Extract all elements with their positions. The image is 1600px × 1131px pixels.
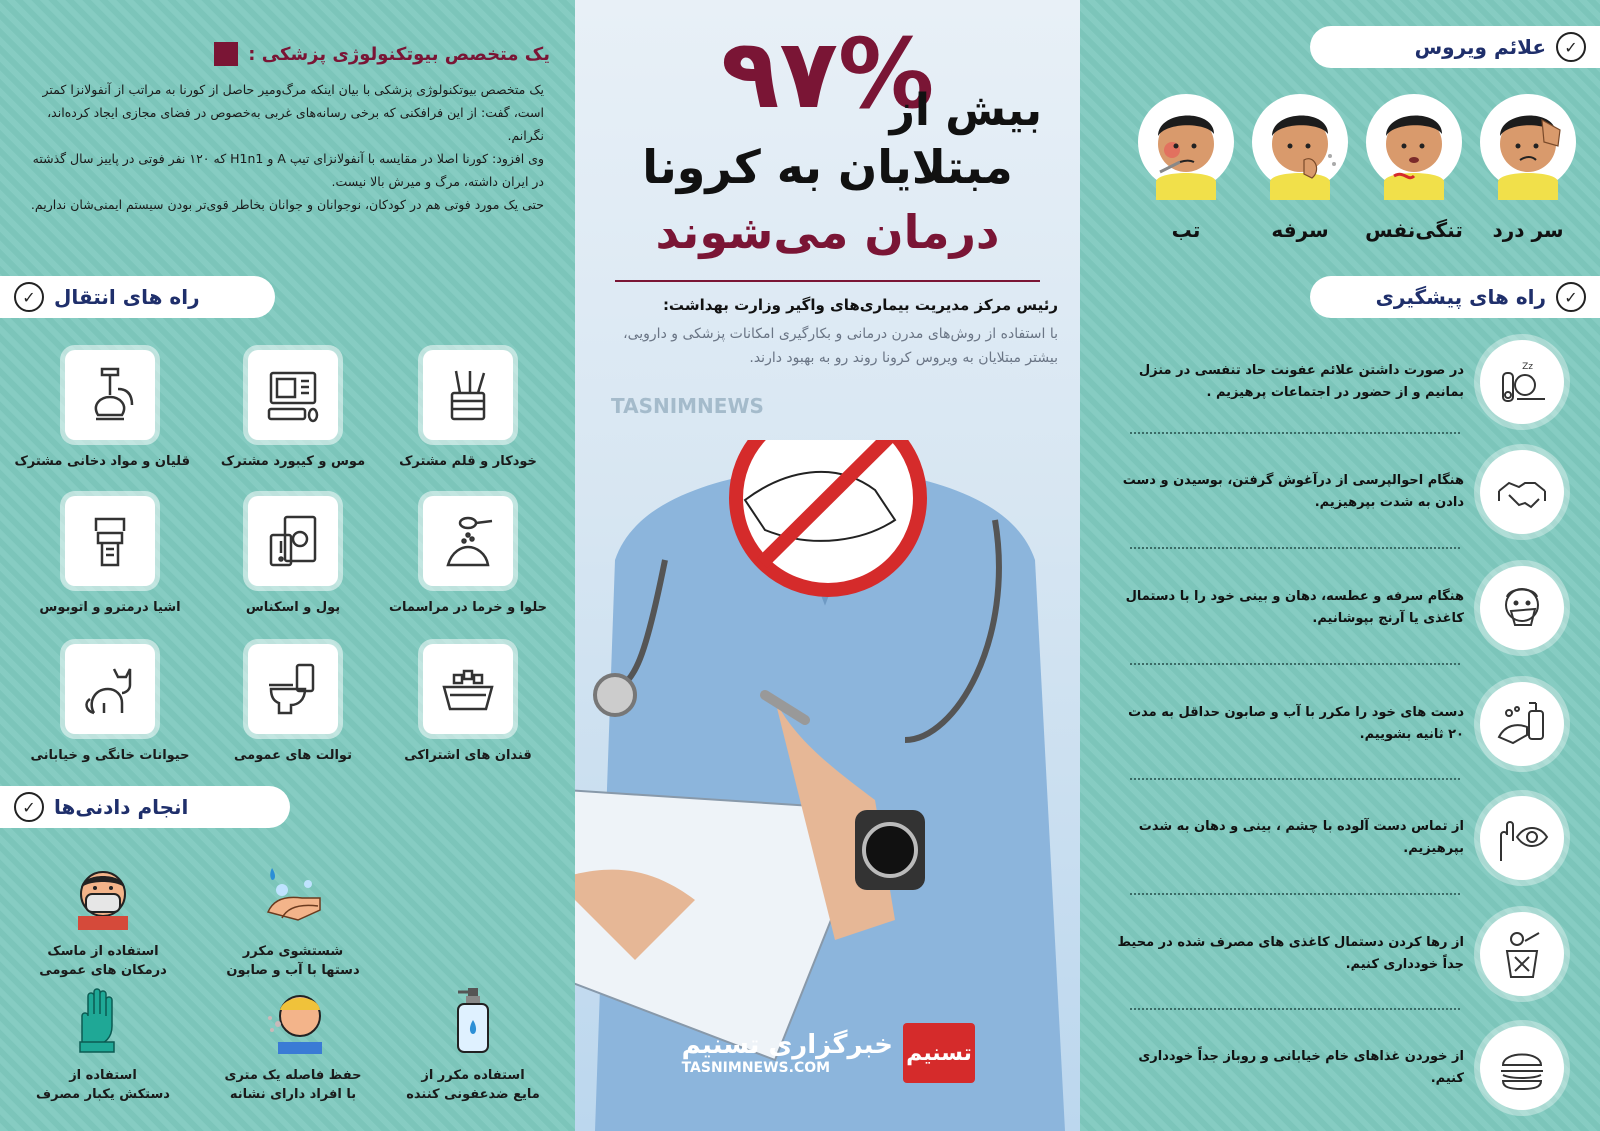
- dos-header: [0, 786, 290, 828]
- transmission-label: قلیان و مواد دخانی مشترک: [14, 454, 190, 469]
- symptom-label: تب: [1171, 218, 1201, 242]
- glove-icon: [68, 986, 138, 1056]
- square-icon: [214, 42, 238, 66]
- transmission-item: [213, 644, 373, 763]
- expert-body: [24, 78, 544, 216]
- symptom-label: سرفه: [1271, 218, 1329, 242]
- transmission-label: توالت های عمومی: [234, 748, 352, 763]
- prevention-header: [1310, 276, 1600, 318]
- cough-face-icon: [1250, 90, 1350, 210]
- transmission-label: قندان های اشتراکی: [404, 748, 532, 763]
- transmission-label: حیوانات خانگی و خیابانی: [30, 748, 190, 763]
- do-item: [388, 986, 558, 1104]
- prevention-item: [1096, 334, 1564, 430]
- right-panel: [1080, 0, 1600, 1131]
- do-item: [18, 862, 188, 980]
- soap-hands-icon: [1480, 682, 1564, 766]
- sneeze-tissue-icon: [1480, 566, 1564, 650]
- do-label: دستها با آب و صابون: [226, 963, 360, 978]
- chevron-down-icon: ✓: [14, 282, 44, 312]
- do-label: شستشوی مکرر: [242, 944, 344, 959]
- transmission-item: [388, 644, 548, 763]
- breath-face-icon: [1364, 90, 1464, 210]
- chevron-down-icon: ✓: [1556, 32, 1586, 62]
- symptom-item: [1476, 90, 1580, 242]
- transmission-item: [213, 496, 373, 615]
- toilet-icon: [248, 644, 338, 734]
- burger-icon: [1480, 1026, 1564, 1110]
- dos-title: انجام دادنی‌ها: [54, 795, 189, 819]
- divider: [1130, 893, 1460, 895]
- sanitizer-icon: [438, 986, 508, 1056]
- fever-face-icon: [1136, 90, 1236, 210]
- prevention-text: دست های خود را مکرر با آب و صابون حداقل به مدت ۲۰ ثانیه بشوییم.: [1128, 705, 1464, 742]
- headline-prefix: بیش از: [889, 85, 1042, 136]
- transmission-item: [30, 496, 190, 615]
- brand-logo-box: تسنیم: [903, 1023, 975, 1083]
- headline-percent: ۹۷%: [720, 18, 935, 130]
- prevention-item: [1096, 790, 1564, 886]
- do-item: [18, 986, 188, 1104]
- headline-line2: مبتلایان به کرونا: [642, 140, 1013, 194]
- do-label: حفظ فاصله یک متری: [224, 1068, 362, 1083]
- hookah-icon: [65, 350, 155, 440]
- left-panel: [0, 0, 575, 1131]
- do-label: با افراد دارای نشانه: [229, 1087, 357, 1102]
- headline-line3: درمان می‌شوند: [655, 205, 1000, 259]
- prevention-item: [1096, 906, 1564, 1002]
- prevention-item: [1096, 560, 1564, 656]
- do-label: درمکان های عمومی: [39, 963, 167, 978]
- expert-paragraph: وی افزود: کورنا اصلا در مقایسه با آنفولانزای تیپ A و H1n1 که ۱۲۰ نفر فوتی در پاییز سال گذشته در ایران داشته، مرگ و میرش بالا نیست.: [32, 151, 544, 189]
- sneeze-icon: [258, 986, 328, 1056]
- symptoms-title: علائم ویروس: [1414, 35, 1546, 59]
- svg-text:Zz: Zz: [1522, 362, 1533, 372]
- do-item: [208, 986, 378, 1104]
- symptom-item: [1362, 90, 1466, 242]
- headache-face-icon: [1478, 90, 1578, 210]
- handshake-icon: [1480, 450, 1564, 534]
- symptom-label: سر درد: [1492, 218, 1564, 242]
- official-body: با استفاده از روش‌های مدرن درمانی و بکارگیری امکانات پزشکی و دارویی، بیشتر مبتلایان به ویروس کرونا روند رو به بهبود دارند.: [623, 326, 1058, 366]
- divider: [1130, 778, 1460, 780]
- transmission-item: [213, 350, 373, 469]
- divider: [1130, 663, 1460, 665]
- symptom-item: [1248, 90, 1352, 242]
- transmission-label: خودکار و قلم مشترک: [399, 454, 537, 469]
- divider: [1130, 432, 1460, 434]
- do-label: استفاده مکرر از: [421, 1068, 525, 1083]
- transmission-label: حلوا و خرما در مراسمات: [388, 600, 548, 615]
- transmission-item: [14, 350, 190, 469]
- eye-touch-icon: [1480, 796, 1564, 880]
- transmission-label: موس و کیبورد مشترک: [220, 454, 366, 469]
- watermark: TASNIMNEWS: [611, 394, 764, 418]
- do-label: استفاده از: [69, 1068, 137, 1083]
- prevention-text: از خوردن غذاهای خام خیابانی و روباز جداً خودداری کنیم.: [1138, 1049, 1464, 1086]
- money-icon: [248, 496, 338, 586]
- prevention-text: در صورت داشتن علائم عفونت حاد تنفسی در منزل بمانیم و از حضور در اجتماعات پرهیزیم .: [1138, 363, 1464, 400]
- transmission-item: [30, 644, 190, 763]
- trash-icon: [1480, 912, 1564, 996]
- transmission-label: پول و اسکناس: [245, 600, 341, 615]
- expert-title: [30, 36, 550, 72]
- brand-logo: [675, 1018, 975, 1088]
- transmission-title: راه های انتقال: [54, 285, 200, 309]
- prevention-text: از تماس دست آلوده با چشم ، بینی و دهان به شدت بپرهیزیم.: [1138, 819, 1464, 856]
- pen-cup-icon: [423, 350, 513, 440]
- expert-title-text: یک متخصص بیوتکنولوژی پزشکی :: [248, 43, 550, 65]
- divider: [1130, 1008, 1460, 1010]
- transmission-header: [0, 276, 275, 318]
- cat-icon: [65, 644, 155, 734]
- divider: [1130, 547, 1460, 549]
- symptom-item: [1134, 90, 1238, 242]
- prevention-text: هنگام احوالپرسی از درآغوش گرفتن، بوسیدن و دست دادن به شدت بپرهیزیم.: [1122, 473, 1464, 510]
- do-label: استفاده از ماسک: [47, 944, 159, 959]
- brand-url: TASNIMNEWS.COM: [681, 1060, 831, 1076]
- brand-text: [682, 1030, 893, 1076]
- transmission-item: [388, 350, 548, 469]
- sugar-bowl-icon: [423, 644, 513, 734]
- sugar-spoon-icon: [423, 496, 513, 586]
- symptoms-header: [1310, 26, 1600, 68]
- do-label: مایع ضدعفونی کننده: [406, 1087, 540, 1102]
- symptom-label: تنگی‌نفس: [1365, 218, 1463, 242]
- prevention-text: هنگام سرفه و عطسه، دهان و بینی خود را با دستمال کاغذی یا آرنج بپوشانیم.: [1125, 589, 1464, 626]
- wash-hands-icon: [258, 862, 328, 932]
- sick-bed-icon: [1480, 340, 1564, 424]
- prevention-text: از رها کردن دستمال کاغذی های مصرف شده در محیط جداً خودداری کنیم.: [1117, 935, 1464, 972]
- prevention-item: [1096, 444, 1564, 540]
- official-title: رئیس مرکز مدیریت بیماری‌های واگیر وزارت بهداشت:: [662, 296, 1058, 314]
- transmission-item: [388, 496, 548, 615]
- expert-paragraph: حتی یک مورد فوتی هم در کودکان، نوجوانان و جوانان بخاطر قوی‌تر بودن سیستم ایمنی‌شان نداریم.: [30, 197, 544, 212]
- prevention-item: [1096, 676, 1564, 772]
- prevention-item: [1096, 1020, 1564, 1116]
- transmission-label: اشیا درمترو و اتوبوس: [39, 600, 181, 615]
- center-panel: [575, 0, 1080, 1131]
- do-label: دستکش یکبار مصرف: [36, 1087, 170, 1102]
- mask-icon: [68, 862, 138, 932]
- expert-paragraph: یک متخصص بیوتکنولوژی پزشکی با بیان اینکه مرگ‌ومیر حاصل از کورنا به مراتب از آنفولانزا کمتر است، گفت: از این فرافکنی که برخی رسانه‌های غربی به‌خصوص در فضای مجازی ایجاد کرده‌اند، نگرانم.: [42, 82, 544, 143]
- chevron-down-icon: ✓: [1556, 282, 1586, 312]
- divider: [615, 280, 1040, 282]
- chevron-down-icon: ✓: [14, 792, 44, 822]
- brand-name: خبرگزاری تسنیم: [681, 1030, 893, 1060]
- prevention-title: راه های پیشگیری: [1375, 285, 1546, 309]
- do-item: [208, 862, 378, 980]
- computer-icon: [248, 350, 338, 440]
- handle-icon: [65, 496, 155, 586]
